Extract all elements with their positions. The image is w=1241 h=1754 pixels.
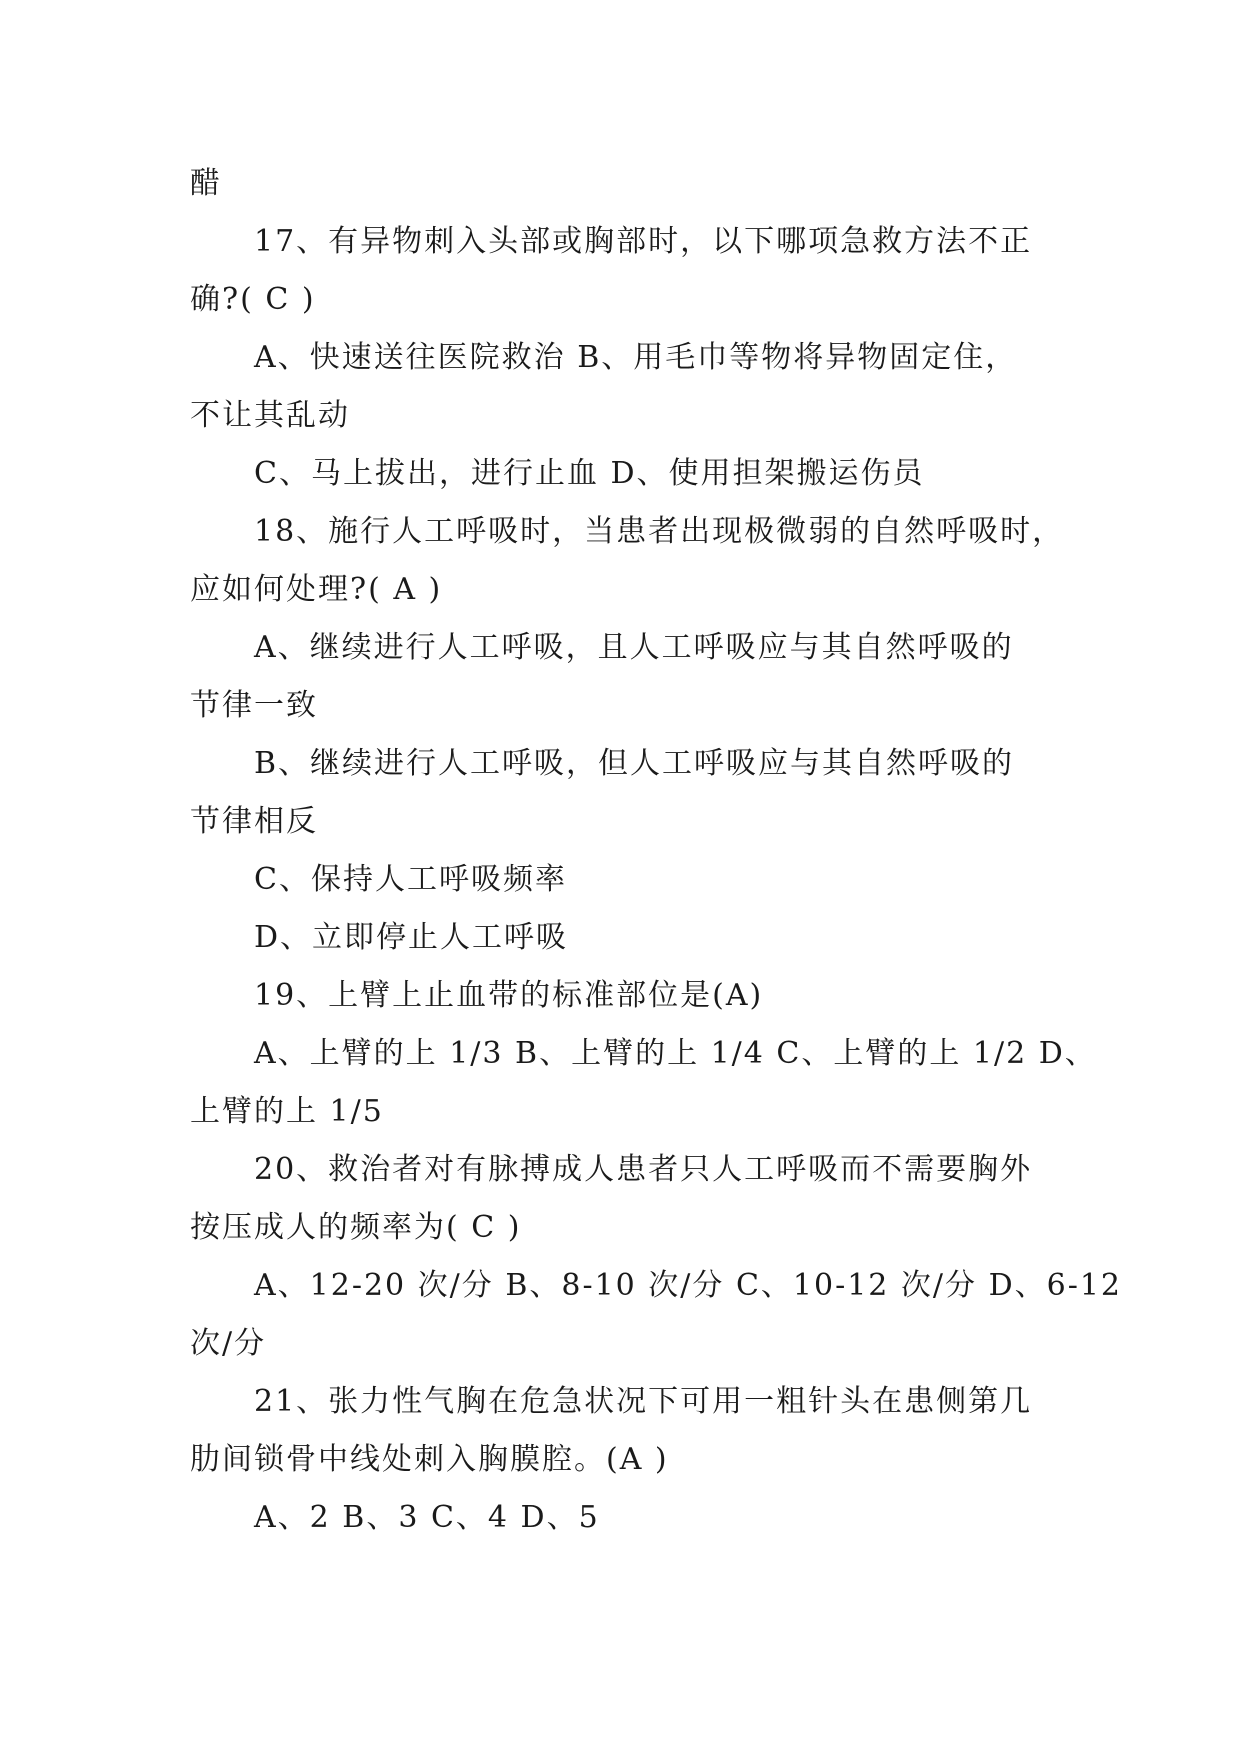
options-17-cd: C、马上拔出，进行止血 D、使用担架搬运伤员 <box>254 456 925 491</box>
text-line: 按压成人的频率为( C ) <box>190 1210 522 1245</box>
options-21: A、2 B、3 C、4 D、5 <box>254 1500 600 1535</box>
text-line: 节律相反 <box>190 804 318 839</box>
option-18-d: D、立即停止人工呼吸 <box>254 920 569 955</box>
text-line: 应如何处理?( A ) <box>190 572 443 607</box>
text-line: 不让其乱动 <box>190 398 350 433</box>
text-line: 上臂的上 1/5 <box>190 1094 384 1129</box>
text-line: 次/分 <box>190 1326 267 1361</box>
options-19: A、上臂的上 1/3 B、上臂的上 1/4 C、上臂的上 1/2 D、 <box>254 1036 1097 1071</box>
option-18-a: A、继续进行人工呼吸，且人工呼吸应与其自然呼吸的 <box>254 630 1014 665</box>
text-line: 确?( C ) <box>190 282 316 317</box>
option-18-b: B、继续进行人工呼吸，但人工呼吸应与其自然呼吸的 <box>254 746 1015 781</box>
options-17-ab: A、快速送往医院救治 B、用毛巾等物将异物固定住， <box>254 340 1018 375</box>
question-18: 18、施行人工呼吸时，当患者出现极微弱的自然呼吸时， <box>254 514 1065 549</box>
question-19: 19、上臂上止血带的标准部位是(A) <box>254 978 764 1013</box>
text-line: 肋间锁骨中线处刺入胸膜腔。(A ) <box>190 1442 669 1477</box>
question-20: 20、救治者对有脉搏成人患者只人工呼吸而不需要胸外 <box>254 1152 1033 1187</box>
question-17: 17、有异物刺入头部或胸部时，以下哪项急救方法不正 <box>254 224 1033 259</box>
options-20: A、12-20 次/分 B、8-10 次/分 C、10-12 次/分 D、6-12 <box>254 1268 1123 1303</box>
text-line: 醋 <box>190 166 222 201</box>
text-line: 节律一致 <box>190 688 318 723</box>
document-body <box>190 155 1123 1547</box>
question-21: 21、张力性气胸在危急状况下可用一粗针头在患侧第几 <box>254 1384 1033 1419</box>
option-18-c: C、保持人工呼吸频率 <box>254 862 567 897</box>
